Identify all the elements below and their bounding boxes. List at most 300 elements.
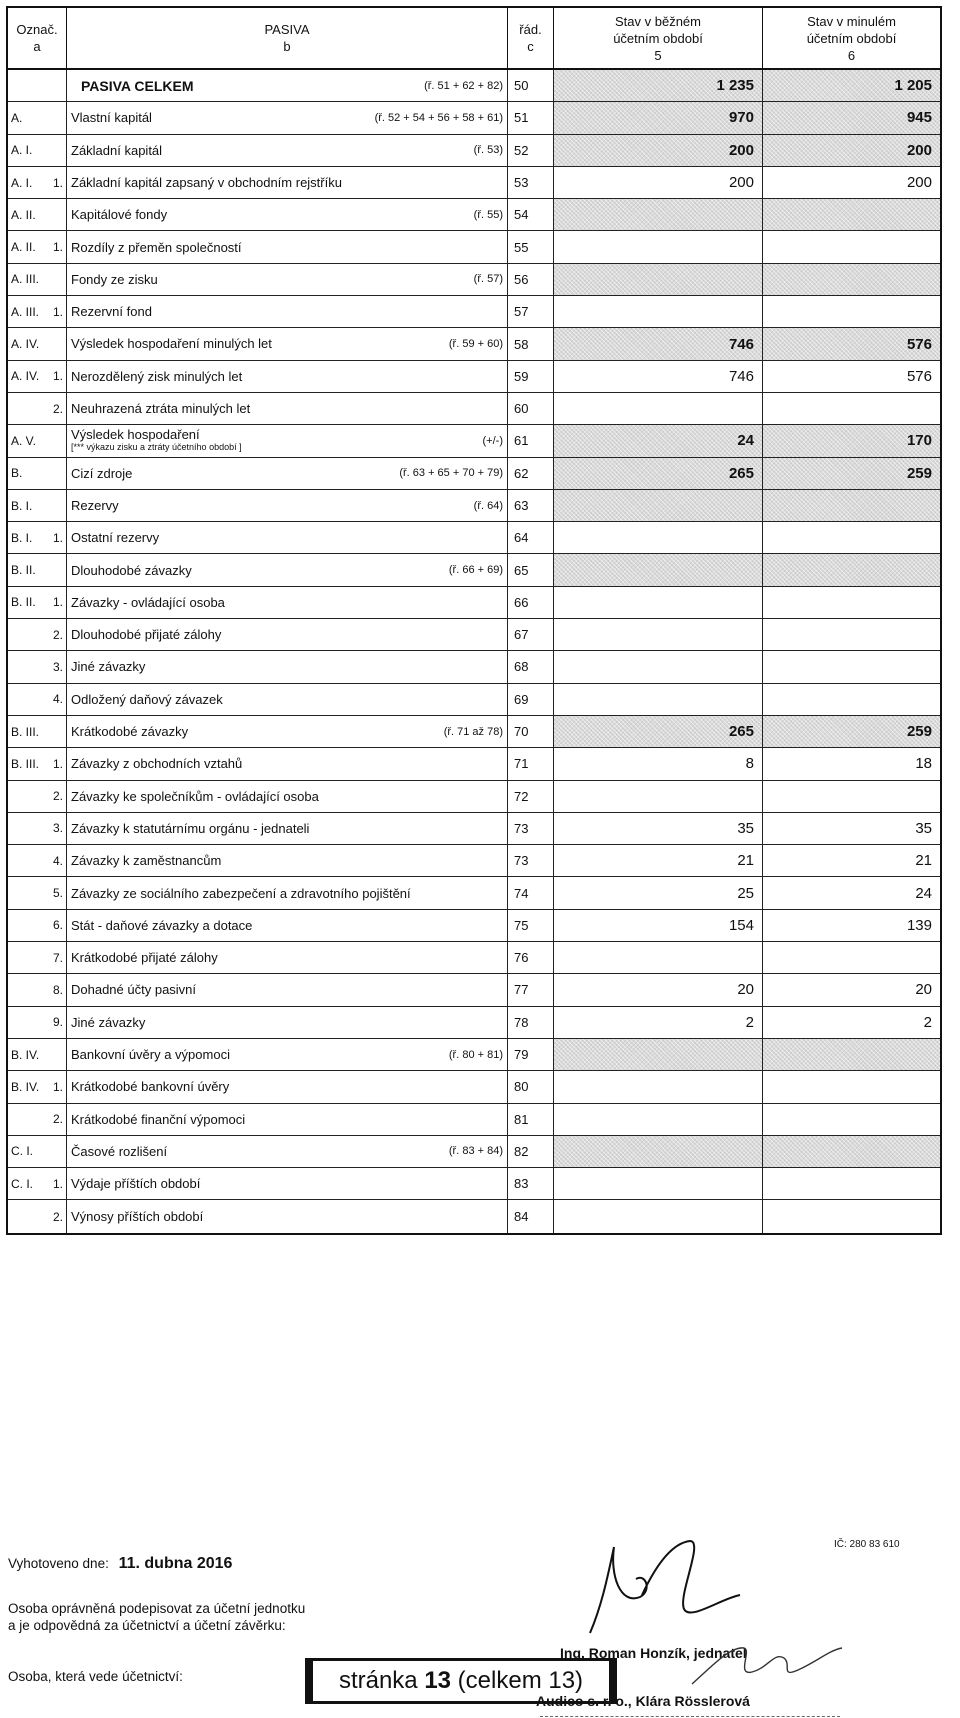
row-line-number: 72 [508, 781, 554, 812]
row-current-value [554, 1168, 763, 1199]
row-mark [8, 70, 67, 101]
row-current-value: 8 [554, 748, 763, 779]
row-line-number: 61 [508, 425, 554, 456]
row-previous-value: 170 [763, 425, 940, 456]
row-line-number: 84 [508, 1200, 554, 1232]
row-mark-label: C. I. [11, 1144, 34, 1159]
accountant-signature-icon [680, 1628, 850, 1694]
row-mark-label: B. IV. [11, 1079, 40, 1094]
row-line-number: 57 [508, 296, 554, 327]
row-previous-value: 259 [763, 458, 940, 489]
row-name [67, 167, 508, 198]
row-current-value: 2 [554, 1007, 763, 1038]
row-name-label: Krátkodobé finanční výpomoci [71, 1111, 246, 1127]
row-line-number: 81 [508, 1104, 554, 1135]
row-index: 1. [52, 595, 63, 610]
table-row [8, 845, 940, 877]
table-row [8, 70, 940, 102]
row-index: 1. [52, 756, 63, 771]
row-mark [8, 522, 67, 553]
row-previous-value [763, 1104, 940, 1135]
table-row [8, 522, 940, 554]
header-mark-sub: a [33, 39, 41, 54]
row-previous-value: 1 205 [763, 70, 940, 101]
row-name [67, 1104, 508, 1135]
row-name-label: Nerozdělený zisk minulých let [71, 368, 243, 384]
row-name [67, 974, 508, 1005]
row-mark [8, 490, 67, 521]
row-formula: (+/-) [482, 434, 503, 447]
table-row [8, 748, 940, 780]
row-name [67, 458, 508, 489]
table-row [8, 199, 940, 231]
row-line-number: 63 [508, 490, 554, 521]
header-current-label-2: účetním období [613, 30, 703, 46]
row-previous-value [763, 781, 940, 812]
header-name [67, 8, 508, 68]
row-current-value: 970 [554, 102, 763, 133]
row-previous-value [763, 231, 940, 262]
row-mark [8, 877, 67, 908]
header-mark [8, 8, 67, 68]
row-previous-value: 20 [915, 981, 932, 999]
accountant-label: Osoba, která vede účetnictví: [8, 1669, 183, 1684]
row-mark [8, 1200, 67, 1232]
row-current-value [554, 1200, 763, 1232]
row-name [67, 942, 508, 973]
row-line-number: 50 [508, 70, 554, 101]
table-row [8, 554, 940, 586]
row-previous-value [763, 587, 940, 618]
row-mark [8, 1071, 67, 1102]
row-name-label: Závazky ze sociálního zabezpečení a zdravotního pojištění [71, 885, 411, 901]
row-name [67, 361, 508, 392]
row-name [67, 1136, 508, 1167]
table-row [8, 135, 940, 167]
row-index: 1. [52, 530, 63, 545]
table-row [8, 425, 940, 457]
table-row [8, 393, 940, 425]
row-formula: (ř. 64) [473, 499, 503, 512]
table-row [8, 1039, 940, 1071]
row-current-value [554, 942, 763, 973]
row-current-value [554, 684, 763, 715]
table-row [8, 716, 940, 748]
row-name [67, 716, 508, 747]
row-line-number: 58 [508, 328, 554, 359]
signature-line [540, 1716, 840, 1717]
authorized-line-2: a je odpovědná za účetnictví a účetní závěrku: [8, 1618, 286, 1633]
row-line-number: 83 [508, 1168, 554, 1199]
row-mark [8, 845, 67, 876]
header-current-label-1: Stav v běžném [615, 13, 701, 29]
row-name [67, 296, 508, 327]
table-row [8, 877, 940, 909]
table-row [8, 102, 940, 134]
header-name-sub: b [283, 39, 291, 54]
row-line-number: 52 [508, 135, 554, 166]
row-formula: (ř. 71 až 78) [443, 725, 503, 738]
row-mark-label: B. [11, 466, 23, 481]
row-mark [8, 1007, 67, 1038]
row-index: 1. [52, 1079, 63, 1094]
header-current [554, 8, 763, 68]
row-name [67, 135, 508, 166]
row-mark [8, 328, 67, 359]
accountant-name: Audico s. r. o., Klára Rösslerová [536, 1693, 750, 1709]
row-current-value: 746 [554, 361, 763, 392]
row-mark [8, 102, 67, 133]
row-mark-label: A. III. [11, 304, 40, 319]
row-previous-value [763, 554, 940, 585]
row-line-number: 64 [508, 522, 554, 553]
row-previous-value: 18 [915, 755, 932, 773]
row-mark [8, 942, 67, 973]
prepared-label: Vyhotoveno dne: [8, 1556, 109, 1571]
row-index: 9. [52, 1015, 63, 1030]
row-index: 3. [52, 659, 63, 674]
table-row [8, 1200, 940, 1232]
table-row [8, 813, 940, 845]
row-current-value [554, 781, 763, 812]
row-current-value [554, 393, 763, 424]
row-current-value [554, 587, 763, 618]
row-mark [8, 458, 67, 489]
row-name-label: Ostatní rezervy [71, 530, 160, 546]
row-line-number: 71 [508, 748, 554, 779]
row-name [67, 651, 508, 682]
table-row [8, 296, 940, 328]
row-mark-label: A. I. [11, 175, 33, 190]
row-line-number: 60 [508, 393, 554, 424]
row-current-value [554, 490, 763, 521]
row-name [67, 199, 508, 230]
row-line-number: 66 [508, 587, 554, 618]
row-previous-value [763, 1039, 940, 1070]
row-name [67, 425, 508, 456]
row-mark [8, 425, 67, 456]
row-index: 2. [52, 401, 63, 416]
row-name-label: Dlouhodobé závazky [71, 562, 192, 578]
row-line-number: 70 [508, 716, 554, 747]
row-previous-value [763, 296, 940, 327]
header-name-label: PASIVA [264, 22, 310, 37]
row-index: 2. [52, 627, 63, 642]
row-mark-label: C. I. [11, 1176, 34, 1191]
row-previous-value: 24 [915, 884, 932, 902]
row-name [67, 877, 508, 908]
row-name-label: Základní kapitál zapsaný v obchodním rejstříku [71, 175, 342, 191]
row-line-number: 55 [508, 231, 554, 262]
row-index: 2. [52, 1209, 63, 1224]
row-name-label: Závazky z obchodních vztahů [71, 756, 243, 772]
header-previous-label-2: účetním období [806, 30, 897, 46]
row-index: 1. [52, 175, 63, 190]
row-name [67, 328, 508, 359]
row-mark [8, 619, 67, 650]
table-row [8, 1104, 940, 1136]
row-name [67, 813, 508, 844]
row-index: 3. [52, 821, 63, 836]
row-line-number: 73 [508, 845, 554, 876]
header-line-label: řád. [519, 22, 542, 37]
row-name-label: Základní kapitál [71, 142, 163, 158]
row-note: [*** výkazu zisku a ztráty účetního období ] [71, 442, 242, 453]
row-name-label: Neuhrazená ztráta minulých let [71, 401, 251, 417]
row-name-label: Rezervní fond [71, 304, 152, 320]
row-formula: (ř. 52 + 54 + 56 + 58 + 61) [374, 111, 503, 124]
row-current-value [554, 296, 763, 327]
row-mark [8, 554, 67, 585]
table-row [8, 264, 940, 296]
row-index: 7. [52, 950, 63, 965]
row-line-number: 62 [508, 458, 554, 489]
row-current-value [554, 1136, 763, 1167]
row-line-number: 79 [508, 1039, 554, 1070]
row-current-value [554, 651, 763, 682]
header-line-sub: c [527, 39, 534, 54]
row-current-value [554, 1071, 763, 1102]
table-row [8, 910, 940, 942]
row-name [67, 231, 508, 262]
row-current-value [554, 199, 763, 230]
row-current-value: 1 235 [554, 70, 763, 101]
table-row [8, 942, 940, 974]
row-previous-value [763, 1200, 940, 1232]
row-name-label: Dlouhodobé přijaté zálohy [71, 627, 222, 643]
row-mark-label: A. III. [11, 272, 40, 287]
table-row [8, 361, 940, 393]
row-formula: (ř. 53) [473, 144, 503, 157]
row-index: 5. [52, 886, 63, 901]
row-mark-label: A. I. [11, 143, 33, 158]
prepared-date: 11. dubna 2016 [118, 1555, 233, 1572]
row-name-label: Výnosy příštích období [71, 1209, 204, 1225]
row-mark [8, 781, 67, 812]
row-line-number: 59 [508, 361, 554, 392]
table-row [8, 1136, 940, 1168]
row-mark [8, 748, 67, 779]
row-name-label: Stát - daňové závazky a dotace [71, 917, 253, 933]
row-index: 6. [52, 918, 63, 933]
row-mark [8, 361, 67, 392]
row-mark [8, 910, 67, 941]
row-line-number: 56 [508, 264, 554, 295]
row-mark-label: B. III. [11, 756, 40, 771]
row-mark [8, 716, 67, 747]
table-row [8, 490, 940, 522]
row-mark [8, 231, 67, 262]
row-previous-value [763, 199, 940, 230]
row-name [67, 1007, 508, 1038]
row-name [67, 1200, 508, 1232]
header-mark-label: Označ. [16, 22, 58, 37]
row-mark [8, 199, 67, 230]
row-formula: (ř. 55) [473, 208, 503, 221]
row-current-value: 200 [554, 167, 763, 198]
row-name-label: Jiné závazky [71, 659, 146, 675]
table-row [8, 458, 940, 490]
row-mark-label: B. IV. [11, 1047, 40, 1062]
header-previous-sub: 6 [847, 47, 856, 63]
row-mark [8, 1104, 67, 1135]
row-previous-value: 21 [915, 852, 932, 870]
row-line-number: 77 [508, 974, 554, 1005]
row-mark-label: A. II. [11, 207, 36, 222]
row-index: 8. [52, 982, 63, 997]
row-name-label: Závazky - ovládající osoba [71, 594, 225, 610]
page-indicator [305, 1658, 617, 1704]
row-previous-value [763, 393, 940, 424]
row-current-value [554, 231, 763, 262]
row-name-label: Cizí zdroje [71, 465, 133, 481]
row-current-value [554, 522, 763, 553]
row-name [67, 490, 508, 521]
row-mark-label: A. IV. [11, 337, 40, 352]
row-previous-value: 200 [763, 135, 940, 166]
row-mark-label: B. III. [11, 724, 40, 739]
row-name [67, 554, 508, 585]
row-current-value: 20 [554, 974, 763, 1005]
row-name [67, 1071, 508, 1102]
table-row [8, 619, 940, 651]
row-current-value [554, 1039, 763, 1070]
row-name-label: Kapitálové fondy [71, 207, 168, 223]
table-row [8, 1007, 940, 1039]
row-name-label: Výdaje příštích období [71, 1176, 201, 1192]
row-current-value: 35 [554, 813, 763, 844]
row-name-label: PASIVA CELKEM [81, 77, 194, 94]
row-name [67, 393, 508, 424]
row-current-value [554, 1104, 763, 1135]
row-line-number: 65 [508, 554, 554, 585]
row-mark [8, 1168, 67, 1199]
row-name-label: Fondy ze zisku [71, 271, 158, 287]
row-previous-value [763, 522, 940, 553]
row-current-value: 154 [554, 910, 763, 941]
row-previous-value: 35 [915, 819, 932, 837]
row-formula: (ř. 57) [473, 273, 503, 286]
table-row [8, 651, 940, 683]
row-mark [8, 974, 67, 1005]
row-formula: (ř. 66 + 69) [448, 564, 503, 577]
balance-sheet-liabilities-table [6, 6, 942, 1235]
row-name-label: Odložený daňový závazek [71, 691, 223, 707]
table-row [8, 167, 940, 199]
row-current-value [554, 554, 763, 585]
row-mark [8, 684, 67, 715]
company-id: IČ: 280 83 610 [834, 1539, 900, 1550]
row-current-value: 200 [554, 135, 763, 166]
row-name [67, 522, 508, 553]
row-current-value: 746 [554, 328, 763, 359]
row-line-number: 78 [508, 1007, 554, 1038]
row-previous-value [763, 942, 940, 973]
row-name [67, 748, 508, 779]
row-previous-value: 200 [906, 174, 932, 192]
row-name-label: Závazky k zaměstnancům [71, 853, 222, 869]
table-row [8, 231, 940, 263]
table-header [8, 8, 940, 70]
row-name-label: Krátkodobé bankovní úvěry [71, 1079, 230, 1095]
prepared-date-line [8, 1555, 232, 1572]
authorized-line-1: Osoba oprávněná podepisovat za účetní jednotku [8, 1601, 306, 1616]
row-name [67, 910, 508, 941]
row-mark-label: A. V. [11, 433, 36, 448]
row-current-value: 21 [554, 845, 763, 876]
row-name [67, 587, 508, 618]
row-mark [8, 587, 67, 618]
row-index: 1. [52, 304, 63, 319]
row-line-number: 73 [508, 813, 554, 844]
row-name-label: Rezervy [71, 498, 119, 513]
row-previous-value [763, 684, 940, 715]
row-current-value: 265 [554, 458, 763, 489]
row-mark [8, 393, 67, 424]
row-previous-value [763, 264, 940, 295]
row-mark [8, 264, 67, 295]
page-prefix: stránka [338, 1667, 425, 1694]
row-name-label: Vlastní kapitál [71, 110, 152, 126]
row-formula: (ř. 59 + 60) [448, 338, 503, 351]
row-line-number: 75 [508, 910, 554, 941]
row-line-number: 54 [508, 199, 554, 230]
row-previous-value [763, 490, 940, 521]
row-name [67, 264, 508, 295]
header-line [508, 8, 554, 68]
row-name-label: Závazky ke společníkům - ovládající osoba [71, 788, 319, 804]
header-previous-label-1: Stav v minulém [807, 13, 896, 29]
row-mark-label: A. II. [11, 240, 36, 255]
authorized-name: Ing. Roman Honzík, jednatel [560, 1645, 747, 1661]
row-previous-value: 945 [763, 102, 940, 133]
row-previous-value: 139 [906, 916, 932, 934]
row-name-label: Krátkodobé přijaté zálohy [71, 950, 218, 966]
row-previous-value: 2 [923, 1013, 932, 1031]
row-line-number: 53 [508, 167, 554, 198]
row-previous-value: 576 [763, 328, 940, 359]
row-line-number: 68 [508, 651, 554, 682]
row-name [67, 102, 508, 133]
row-name [67, 781, 508, 812]
row-name-label: Bankovní úvěry a výpomoci [71, 1047, 230, 1063]
row-name-label: Výsledek hospodaření minulých let [71, 336, 272, 352]
row-line-number: 76 [508, 942, 554, 973]
row-index: 4. [52, 692, 63, 707]
table-body [8, 70, 940, 1233]
row-line-number: 74 [508, 877, 554, 908]
row-previous-value: 576 [906, 367, 932, 385]
row-formula: (ř. 63 + 65 + 70 + 79) [399, 467, 503, 480]
table-row [8, 1168, 940, 1200]
row-index: 1. [52, 1176, 63, 1191]
row-mark [8, 296, 67, 327]
row-formula: (ř. 80 + 81) [448, 1048, 503, 1061]
row-mark [8, 167, 67, 198]
row-line-number: 51 [508, 102, 554, 133]
row-mark [8, 1039, 67, 1070]
row-current-value: 265 [554, 716, 763, 747]
row-name-label: Časové rozlišení [71, 1143, 168, 1159]
row-line-number: 69 [508, 684, 554, 715]
row-name [67, 845, 508, 876]
row-previous-value [763, 619, 940, 650]
row-name-label: Závazky k statutárnímu orgánu - jednateli [71, 820, 310, 836]
table-row [8, 684, 940, 716]
row-mark-label: B. II. [11, 595, 36, 610]
row-mark [8, 135, 67, 166]
row-previous-value [763, 1136, 940, 1167]
